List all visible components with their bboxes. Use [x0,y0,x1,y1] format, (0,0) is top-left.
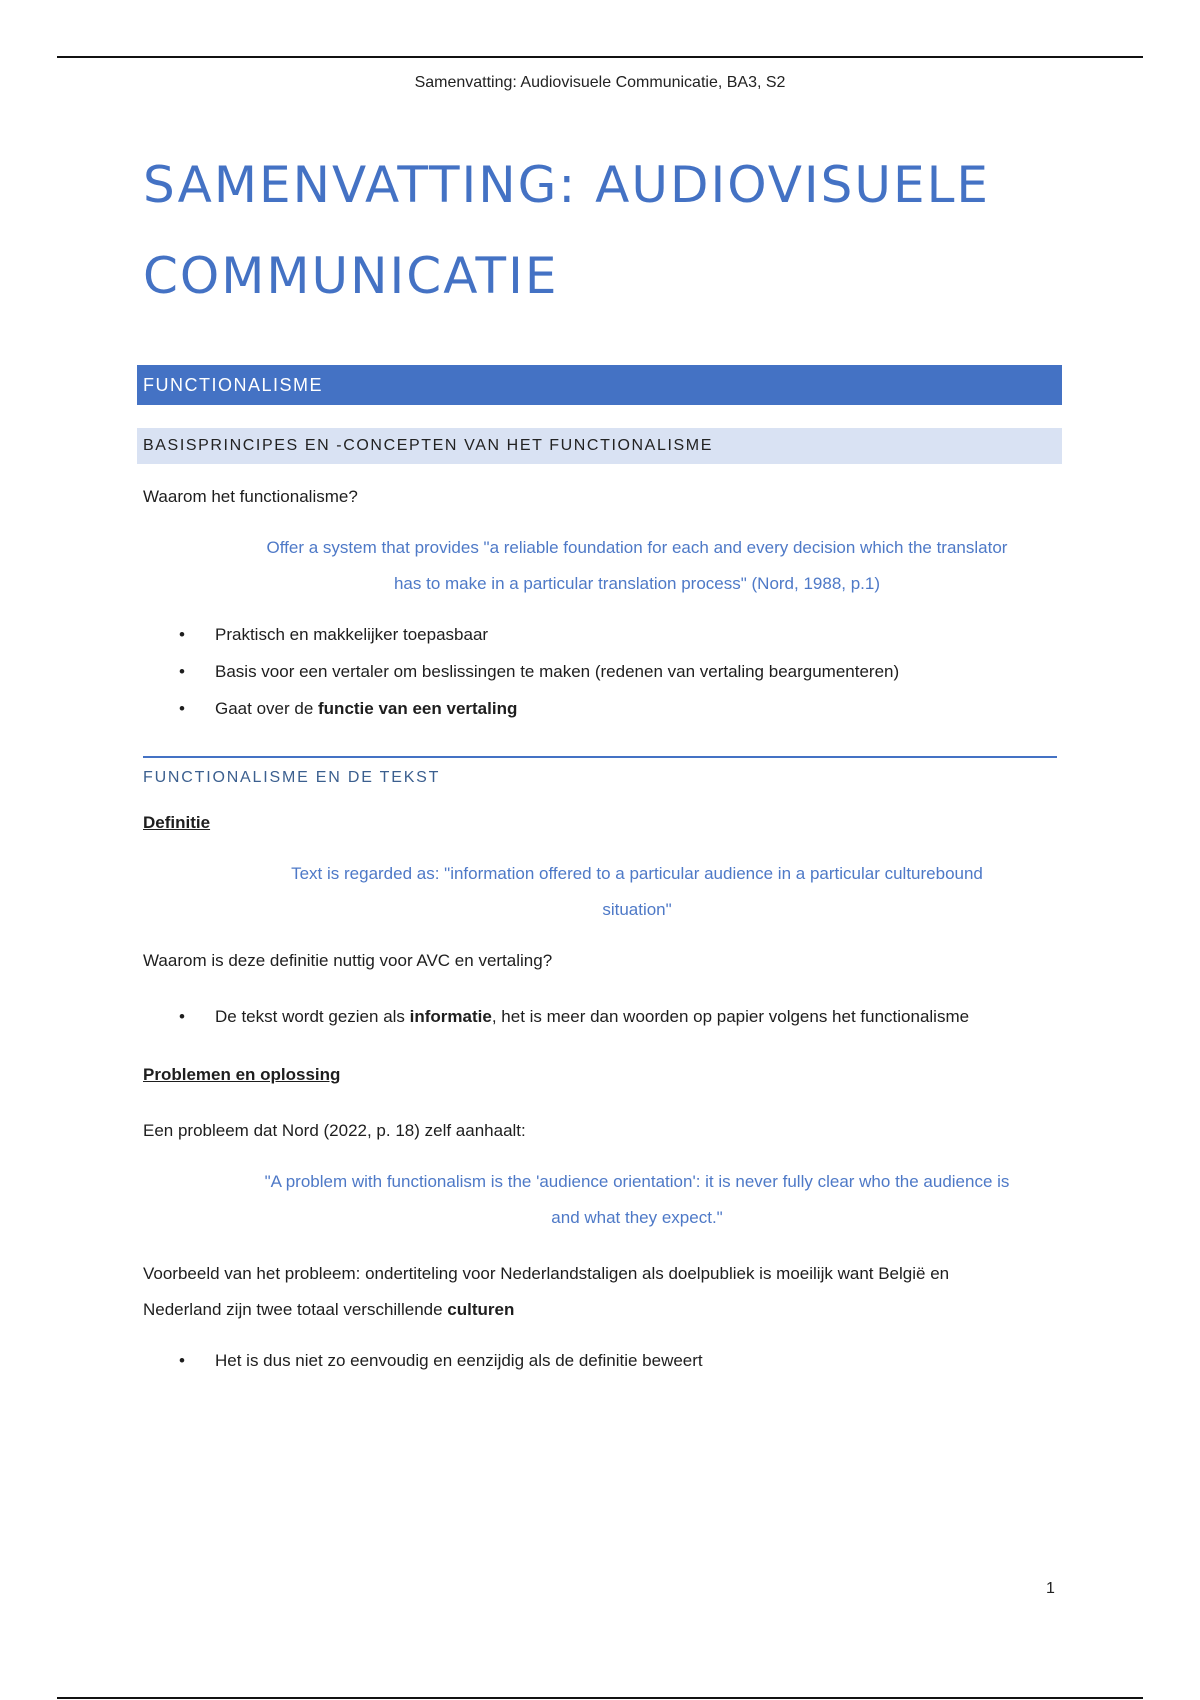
title-line-2: COMMUNICATIE [143,247,559,305]
quote-line: Offer a system that provides "a reliable foundation for each and every decision which the translator [266,538,1008,557]
question-waarom: Waarom het functionalisme? [143,487,358,506]
list-item: • Praktisch en makkelijker toepasbaar [143,622,1061,648]
bullet-list-functionalisme [143,622,1061,722]
paragraph-line: Voorbeeld van het probleem: ondertiteling voor Nederlandstaligen als doelpubliek is moeilijk want België en [143,1264,950,1283]
quote-nord-1988 [143,530,1061,602]
heading-basisprincipes: BASISPRINCIPES EN -CONCEPTEN VAN HET FUNCTIONALISME [137,428,1062,464]
title-line-1: SAMENVATTING: AUDIOVISUELE [143,156,991,214]
heading-functionalisme-en-de-tekst: FUNCTIONALISME EN DE TEKST [143,756,1057,790]
bold-term: culturen [447,1300,515,1319]
quote-line: and what they expect." [551,1208,723,1227]
bullet-icon: • [179,1351,185,1370]
list-item: • Het is dus niet zo eenvoudig en eenzijdig als de definitie beweert [143,1348,1061,1374]
heading-functionalisme: FUNCTIONALISME [137,365,1062,405]
quote-line: "A problem with functionalism is the 'audience orientation': it is never fully clear who the audience is [264,1172,1010,1191]
footer-rule [57,1697,1143,1699]
bold-term: functie van een vertaling [318,699,518,718]
list-item: • Gaat over de functie van een vertaling [143,696,1061,722]
label-problemen-en-oplossing: Problemen en oplossing [143,1065,341,1084]
label-definitie: Definitie [143,813,211,832]
bullet-icon: • [179,625,185,644]
quote-text-definition [143,856,1061,928]
bold-term: informatie [409,1007,492,1026]
bullet-icon: • [179,1007,185,1026]
list-item: • De tekst wordt gezien als informatie, het is meer dan woorden op papier volgens het functionalisme [143,1004,1061,1030]
voorbeeld-paragraph [143,1256,1061,1328]
header-rule [57,56,1143,58]
page-content [143,140,1061,1374]
quote-line: Text is regarded as: "information offered to a particular audience in a particular culturebound [291,864,983,883]
question-definitie-nuttig: Waarom is deze definitie nuttig voor AVC en vertaling? [143,951,553,970]
page-number: 1 [1046,1580,1055,1597]
bullet-list-probleem [143,1348,1061,1374]
quote-line: has to make in a particular translation process" (Nord, 1988, p.1) [393,574,881,593]
intro-probleem: Een probleem dat Nord (2022, p. 18) zelf aanhaalt: [143,1121,526,1140]
list-item: • Basis voor een vertaler om beslissingen te maken (redenen van vertaling beargumenteren) [143,659,1061,685]
running-header: Samenvatting: Audiovisuele Communicatie, BA3, S2 [414,74,786,91]
bullet-icon: • [179,699,185,718]
bullet-icon: • [179,662,185,681]
bullet-list-definitie [143,1004,1061,1030]
quote-nord-2022 [143,1164,1061,1236]
quote-line: situation" [602,900,672,919]
document-title [143,140,1061,322]
paragraph-line: Nederland zijn twee totaal verschillende [143,1300,448,1319]
